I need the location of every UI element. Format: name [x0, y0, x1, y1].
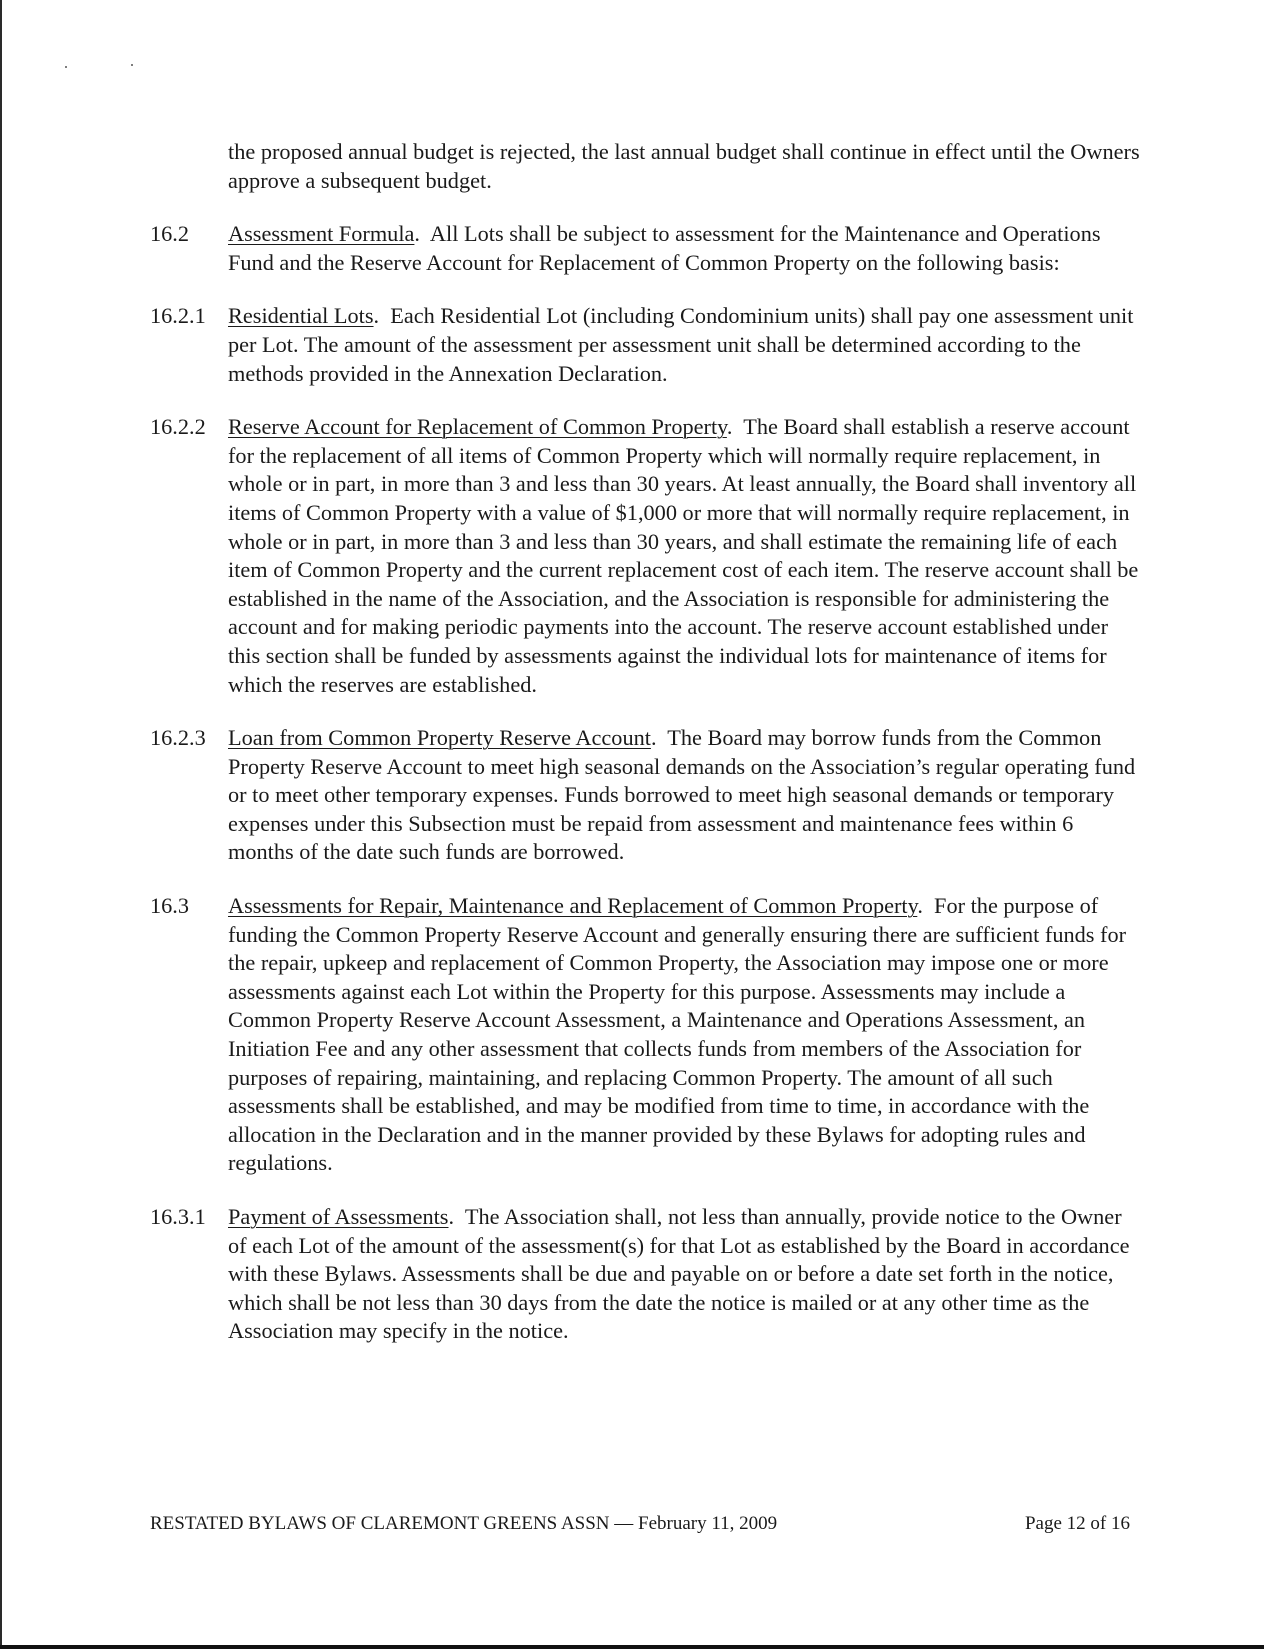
- section-heading: Payment of Assessments: [228, 1204, 449, 1229]
- section-text: The Association shall, not less than annually, provide notice to the Owner of each Lot of the amount of the assessment(s) for that Lot as established by the Board in accordance with these Bylaws. Assessments shall be due and payable on or before a date set forth in the notice, which shall be not less than 30 days from the date the notice is mailed or at any other time as the Association may specify in the notice.: [228, 1204, 1130, 1344]
- section-number: 16.2.3: [150, 725, 206, 751]
- page-number: Page 12 of 16: [1024, 1513, 1130, 1534]
- section-16-2-3: [150, 724, 1140, 867]
- section-body: Reserve Account for Replacement of Common Property. The Board shall establish a reserve account for the replacement of all items of Common Property which will normally require replacement, in whole or in part, in more than 3 and less than 30 years. At least annually, the Board shall inventory all items of Common Property with a value of $1,000 or more that will normally require replacement, in whole or in part, in more than 3 and less than 30 years, and shall estimate the remaining life of each item of Common Property and the current replacement cost of each item. The reserve account shall be established in the name of the Association, and the Association is responsible for administering the account and for making periodic payments into the account. The reserve account established under this section shall be funded by assessments against the individual lots for maintenance of items for which the reserves are established.: [228, 414, 1139, 697]
- section-number: 16.2.2: [150, 414, 206, 440]
- scan-edge-left: [0, 0, 2, 1649]
- document-page: [150, 138, 1140, 1371]
- section-number: 16.2: [150, 221, 190, 247]
- section-heading: Assessments for Repair, Maintenance and Replacement of Common Property: [228, 893, 918, 919]
- section-text: Each Residential Lot (including Condominium units) shall pay one assessment unit per Lot. The amount of the assessment per assessment unit shall be determined according to the methods provided in the Annexation Declaration.: [228, 303, 1134, 386]
- section-heading: Assessment Formula: [228, 221, 415, 247]
- section-heading: Residential Lots: [228, 303, 374, 329]
- section-body: Residential Lots. Each Residential Lot (including Condominium units) shall pay one assessment unit per Lot. The amount of the assessment per assessment unit shall be determined according to the methods provided in the Annexation Declaration.: [228, 303, 1134, 386]
- section-16-3: [150, 892, 1140, 1178]
- section-16-2-1: [150, 302, 1140, 388]
- section-body: Loan from Common Property Reserve Account. The Board may borrow funds from the Common Property Reserve Account to meet high seasonal demands on the Association’s regular operating fund or to meet other temporary expenses. Funds borrowed to meet high seasonal demands or temporary expenses under this Subsection must be repaid from assessment and maintenance fees within 6 months of the date such funds are borrowed.: [228, 725, 1136, 865]
- scan-edge-bottom: [0, 1645, 1264, 1649]
- section-heading: Reserve Account for Replacement of Common Property: [228, 414, 727, 440]
- section-number: 16.2.1: [150, 303, 206, 329]
- page-footer: [150, 1513, 1130, 1535]
- section-number: 16.3.1: [150, 1204, 206, 1229]
- section-body: Payment of Assessments. The Association shall, not less than annually, provide notice to the Owner of each Lot of the amount of the assessment(s) for that Lot as established by the Board in accordance with these Bylaws. Assessments shall be due and payable on or before a date set forth in the notice, which shall be not less than 30 days from the date the notice is mailed or at any other time as the Association may specify in the notice.: [228, 1204, 1130, 1344]
- continuation-paragraph: the proposed annual budget is rejected, the last annual budget shall continue in effect until the Owners approve a subsequent budget.: [228, 139, 1140, 193]
- section-16-2: [150, 220, 1140, 277]
- section-heading: Loan from Common Property Reserve Account: [228, 725, 651, 751]
- section-text: The Board may borrow funds from the Common Property Reserve Account to meet high seasonal demands on the Association’s regular operating fund or to meet other temporary expenses. Funds borrowed to meet high seasonal demands or temporary expenses under this Subsection must be repaid from assessment and maintenance fees within 6 months of the date such funds are borrowed.: [228, 725, 1136, 865]
- scan-speck: [65, 66, 67, 68]
- section-text: The Board shall establish a reserve account for the replacement of all items of Common Property which will normally require replacement, in whole or in part, in more than 3 and less than 30 years. At least annually, the Board shall inventory all items of Common Property with a value of $1,000 or more that will normally require replacement, in whole or in part, in more than 3 and less than 30 years, and shall estimate the remaining life of each item of Common Property and the current replacement cost of each item. The reserve account shall be established in the name of the Association, and the Association is responsible for administering the account and for making periodic payments into the account. The reserve account established under this section shall be funded by assessments against the individual lots for maintenance of items for which the reserves are established.: [228, 414, 1139, 697]
- section-text: For the purpose of funding the Common Property Reserve Account and generally ensuring there are sufficient funds for the repair, upkeep and replacement of Common Property, the Association may impose one or more assessments against each Lot within the Property for this purpose. Assessments may include a Common Property Reserve Account Assessment, a Maintenance and Operations Assessment, an Initiation Fee and any other assessment that collects funds from members of the Association for purposes of repairing, maintaining, and replacing Common Property. The amount of all such assessments shall be established, and may be modified from time to time, in accordance with the allocation in the Declaration and in the manner provided by these Bylaws for adopting rules and regulations.: [228, 893, 1127, 1176]
- section-number: 16.3: [150, 893, 190, 919]
- section-body: Assessments for Repair, Maintenance and Replacement of Common Property. For the purpose of funding the Common Property Reserve Account and generally ensuring there are sufficient funds for the repair, upkeep and replacement of Common Property, the Association may impose one or more assessments against each Lot within the Property for this purpose. Assessments may include a Common Property Reserve Account Assessment, a Maintenance and Operations Assessment, an Initiation Fee and any other assessment that collects funds from members of the Association for purposes of repairing, maintaining, and replacing Common Property. The amount of all such assessments shall be established, and may be modified from time to time, in accordance with the allocation in the Declaration and in the manner provided by these Bylaws for adopting rules and regulations.: [228, 893, 1127, 1176]
- section-body: Assessment Formula. All Lots shall be subject to assessment for the Maintenance and Operations Fund and the Reserve Account for Replacement of Common Property on the following basis:: [228, 221, 1101, 275]
- section-text: All Lots shall be subject to assessment for the Maintenance and Operations Fund and the Reserve Account for Replacement of Common Property on the following basis:: [228, 221, 1101, 275]
- section-16-3-1: [150, 1203, 1140, 1346]
- section-16-2-2: [150, 413, 1140, 699]
- footer-title: RESTATED BYLAWS OF CLAREMONT GREENS ASSN — February 11, 2009: [150, 1513, 778, 1534]
- scan-speck: [131, 64, 133, 66]
